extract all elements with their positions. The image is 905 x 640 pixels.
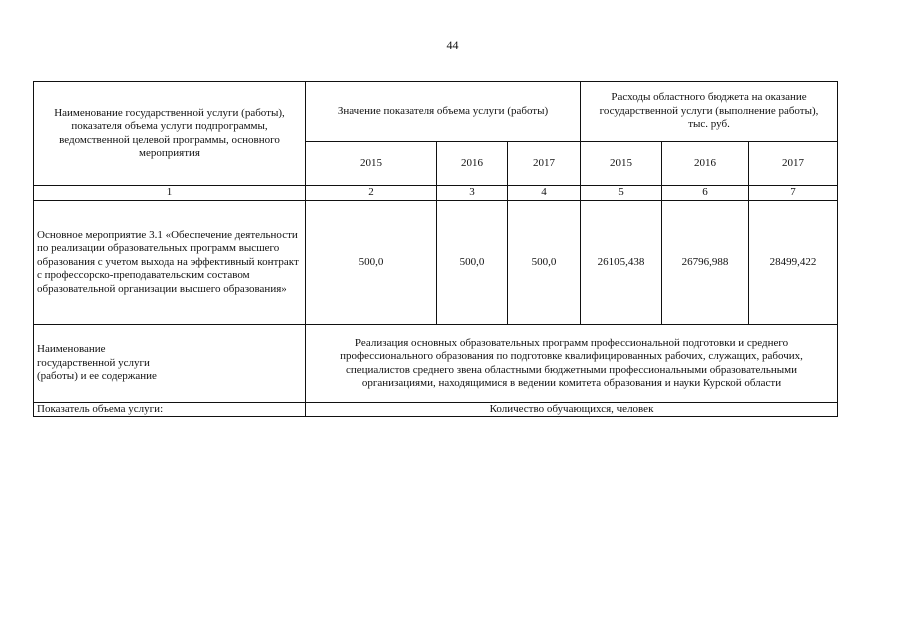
indicator-text: Количество обучающихся, человек: [306, 403, 838, 417]
column-number: 6: [662, 186, 749, 201]
header-volume-group: Значение показателя объема услуги (работы): [306, 82, 581, 142]
page-number: 44: [446, 38, 459, 52]
row-value: 26796,988: [662, 201, 749, 325]
column-number-row: [34, 186, 838, 201]
service-label: Наименование государственной услуги (работы) и ее содержание: [34, 325, 306, 403]
header-year: 2017: [749, 142, 838, 186]
row-value: 28499,422: [749, 201, 838, 325]
header-year: 2015: [581, 142, 662, 186]
header-year: 2017: [508, 142, 581, 186]
column-number: 3: [437, 186, 508, 201]
column-number: 5: [581, 186, 662, 201]
row-value: 500,0: [508, 201, 581, 325]
row-value: 500,0: [437, 201, 508, 325]
header-year: 2016: [437, 142, 508, 186]
table-row: [34, 201, 838, 325]
indicator-row: [34, 403, 838, 417]
column-number: 1: [34, 186, 306, 201]
service-text: Реализация основных образовательных программ профессиональной подготовки и среднего профессионального образования по подготовке квалифицированных рабочих, служащих, рабочих, специалистов среднего звена областными бюджетными профессиональными образовательными организациями, находящимися в ведении комитета образования и науки Курской области: [306, 325, 838, 403]
column-number: 7: [749, 186, 838, 201]
column-number: 2: [306, 186, 437, 201]
column-number: 4: [508, 186, 581, 201]
row-name: Основное мероприятие 3.1 «Обеспечение деятельности по реализации образовательных программ высшего образования с учетом выхода на эффективный контракт с профессорско-преподавательским составом образовательной организации высшего образования»: [34, 201, 306, 325]
header-year: 2015: [306, 142, 437, 186]
header-year: 2016: [662, 142, 749, 186]
indicator-label: Показатель объема услуги:: [34, 403, 306, 417]
service-row: [34, 325, 838, 403]
budget-table: [33, 81, 838, 417]
row-value: 26105,438: [581, 201, 662, 325]
row-value: 500,0: [306, 201, 437, 325]
header-name-column: Наименование государственной услуги (работы), показателя объема услуги подпрограммы, ведомственной целевой программы, основного мероприятия: [34, 82, 306, 186]
header-row-1: [34, 82, 838, 142]
header-expense-group: Расходы областного бюджета на оказание государственной услуги (выполнение работы), тыс. руб.: [581, 82, 838, 142]
